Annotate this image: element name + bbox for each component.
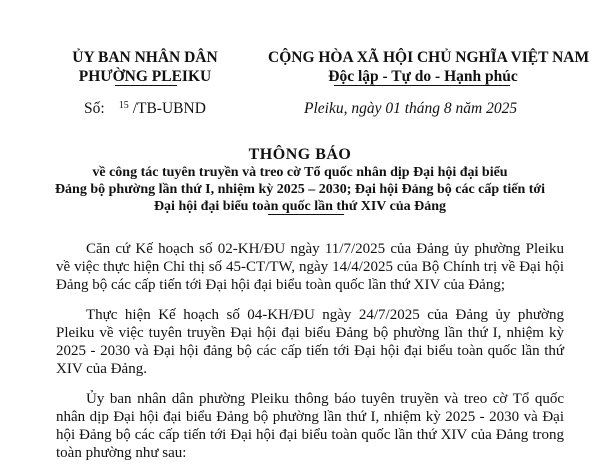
agency-underline [115,85,177,86]
title-line-1: về công tác tuyên truyền và treo cờ Tổ quốc nhân dịp Đại hội đại biểu [92,165,508,180]
nation-name: CỘNG HÒA XÃ HỘI CHỦ NGHĨA VIỆT NAM [268,49,590,66]
title-underline [268,214,344,215]
agency-name-line1: ỦY BAN NHÂN DÂN [72,49,218,66]
doc-number-value: 15 [118,100,129,111]
document-title [20,146,580,215]
body-paragraph-2: Thực hiện Kế hoạch số 04-KH/ĐU ngày 24/7/2025 của Đảng ủy phường Pleiku về việc tuyên truyền Đại hội đại biểu Đảng bộ phường lần thứ I, nhiệm kỳ 2025 - 2030 và Đại hội đảng bộ các cấp tiến tới Đại hội đại biểu toàn quốc lần thứ XIV của Đảng. [56,307,564,377]
motto-underline [334,85,510,86]
title-line-3: Đại hội đại biểu toàn quốc lần thứ XIV của Đảng [153,199,447,214]
nation-motto: Độc lập - Tự do - Hạnh phúc [328,68,518,85]
title-main: THÔNG BÁO [248,146,352,163]
body-paragraph-1: Căn cứ Kế hoạch số 02-KH/ĐU ngày 11/7/2025 của Đảng ủy phường Pleiku về việc thực hiện Chỉ thị số 45-CT/TW, ngày 14/4/2025 của Bộ Chính trị về Đại hội Đảng bộ các cấp tiến tới Đại hội đại biểu toàn quốc lần thứ XIV của Đảng; [56,241,564,293]
body-paragraph-3: Ủy ban nhân dân phường Pleiku thông báo tuyên truyền và treo cờ Tổ quốc nhân dịp Đại hội đại biểu Đảng bộ phường lần thứ I, nhiệm kỳ 2025 - 2030 và Đại hội Đảng bộ các cấp tiến tới Đại hội đại biểu toàn quốc lần thứ XIV của Đảng trong toàn phường như sau: [56,391,564,461]
national-motto [268,48,590,86]
document-number [84,100,206,118]
issuing-agency [40,48,250,86]
agency-name-line2: PHƯỜNG PLEIKU [78,68,212,85]
document-body [56,240,564,474]
place-and-date: Pleiku, ngày 01 tháng 8 năm 2025 [304,100,518,117]
doc-number-label: Số: [84,100,105,117]
doc-number-suffix: /TB-UBND [132,100,206,117]
title-line-2: Đảng bộ phường lần thứ I, nhiệm kỳ 2025 – 2030; Đại hội Đảng bộ các cấp tiến tới [54,182,546,197]
